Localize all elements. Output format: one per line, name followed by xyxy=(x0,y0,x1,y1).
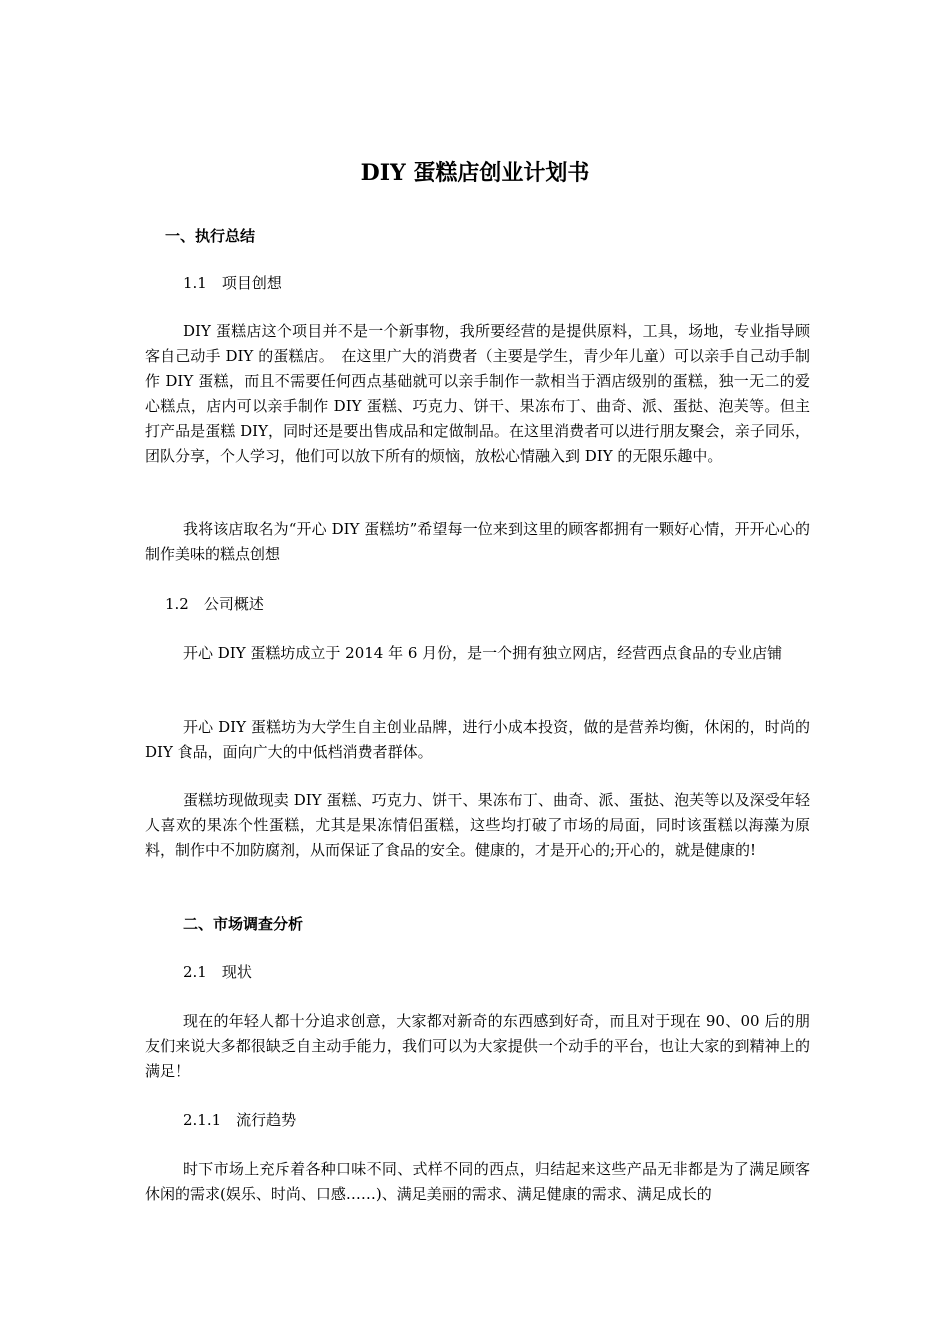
paragraph-trends: 时下市场上充斥着各种口味不同、式样不同的西点，归结起来这些产品无非都是为了满足顾客休闲的需求(娱乐、时尚、口感……)、满足美丽的需求、满足健康的需求、满足成长的 xyxy=(145,1160,810,1203)
section-heading-executive-summary: 一、执行总结 xyxy=(165,227,256,245)
paragraph-project-idea-1: DIY 蛋糕店这个项目并不是一个新事物，我所要经营的是提供原料，工具，场地，专业指导顾客自己动手 DIY 的蛋糕店。 在这里广大的消费者（主要是学生，青少年儿童）可以亲手自己动手制作 DIY 蛋糕，而且不需要任何西点基础就可以亲手制作一款相当于酒店级别的蛋糕，独一无二的爱心糕点，店内可以亲手制作 DIY 蛋糕、巧克力、饼干、果冻布丁、曲奇、派、蛋挞、泡芙等。但主打产品是蛋糕 DIY，同时还是要出售成品和定做制品。在这里消费者可以进行朋友聚会，亲子同乐，团队分享，个人学习，他们可以放下所有的烦恼，放松心情融入到 DIY 的无限乐趣中。 xyxy=(145,322,810,465)
paragraph-status: 现在的年轻人都十分追求创意，大家都对新奇的东西感到好奇，而且对于现在 90、00 后的朋友们来说大多都很缺乏自主动手能力，我们可以为大家提供一个动手的平台，也让大家的到精神上的满足！ xyxy=(145,1012,810,1080)
document-title: DIY 蛋糕店创业计划书 xyxy=(360,160,590,186)
subsection-heading-trends: 2.1.1 流行趋势 xyxy=(183,1111,297,1129)
paragraph-project-idea-2: 我将该店取名为“开心 DIY 蛋糕坊”希望每一位来到这里的顾客都拥有一颗好心情，开开心心的制作美味的糕点创想 xyxy=(145,520,810,563)
subsection-heading-company-overview: 1.2 公司概述 xyxy=(165,595,264,613)
paragraph-company-overview-2: 开心 DIY 蛋糕坊为大学生自主创业品牌，进行小成本投资，做的是营养均衡，休闲的，时尚的 DIY 食品，面向广大的中低档消费者群体。 xyxy=(145,718,810,761)
subsection-heading-status: 2.1 现状 xyxy=(183,963,252,981)
subsection-heading-project-idea: 1.1 项目创想 xyxy=(183,274,282,292)
section-heading-market-analysis: 二、市场调查分析 xyxy=(183,915,304,933)
paragraph-company-overview-3: 蛋糕坊现做现卖 DIY 蛋糕、巧克力、饼干、果冻布丁、曲奇、派、蛋挞、泡芙等以及深受年轻人喜欢的果冻个性蛋糕，尤其是果冻情侣蛋糕，这些均打破了市场的局面，同时该蛋糕以海藻为原料，制作中不加防腐剂，从而保证了食品的安全。健康的，才是开心的;开心的，就是健康的! xyxy=(145,791,810,859)
paragraph-company-overview-1: 开心 DIY 蛋糕坊成立于 2014 年 6 月份，是一个拥有独立网店，经营西点食品的专业店铺 xyxy=(183,644,783,662)
